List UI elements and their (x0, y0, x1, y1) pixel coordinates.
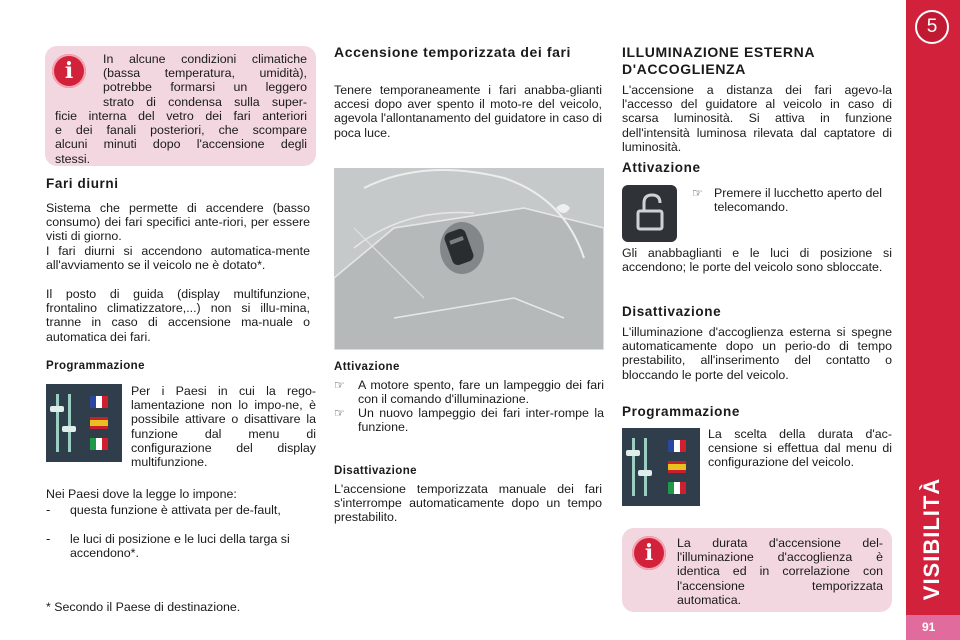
right-programmazione-heading: Programmazione (622, 404, 740, 419)
settings-sliders-flags-icon (622, 428, 700, 506)
settings-sliders-graphic (622, 428, 700, 506)
dash-bullet: - (46, 532, 51, 546)
dash-bullet: - (46, 503, 51, 517)
note-line: (bassa temperatura, umidità), (103, 66, 307, 81)
fari-diurni-p2: I fari diurni si accendono automatica-mente all'avviamento se il veicolo ne è dotato*. (46, 244, 310, 273)
attivazione-item-text: Un nuovo lampeggio dei fari inter-rompe la funzione. (358, 406, 604, 435)
right-attivazione-text: Gli anabbaglianti e le luci di posizione si accendono; le porte del veicolo sono sbloccate. (622, 246, 892, 275)
law-item (46, 532, 320, 560)
open-padlock-icon (622, 185, 677, 242)
arrow-bullet-icon: ☞ (334, 378, 345, 392)
middle-attivazione-item (334, 378, 604, 406)
note-line: potrebbe formarsi un leggero (103, 80, 307, 95)
law-item (46, 503, 310, 517)
fari-diurni-p3: Il posto di guida (display multifunzione, frontalino climatizzatore,...) non si illu-mina, tranne in caso di accensione ma-nuale o automatica dei fari. (46, 287, 310, 344)
lighting-stalk-illustration (334, 168, 604, 350)
note-line: alcuni minuti dopo l'accensione degli (55, 137, 307, 152)
accensione-temporizzata-intro: Tenere temporaneamente i fari anabba-glianti accesi dopo aver spento il moto-re del veicolo, agevola l'allontanamento del guidatore in caso di poca luce. (334, 83, 602, 140)
settings-sliders-graphic (46, 384, 122, 462)
right-disattivazione-text: L'illuminazione d'accoglienza esterna si spegne automaticamente dopo un perio-do di tempo prestabilito, all'inserimento del contatto o bloccando le porte del veicolo. (622, 325, 892, 382)
note-line: strato di condensa sulla super- (103, 94, 307, 109)
left-programmazione-heading: Programmazione (46, 360, 145, 372)
right-disattivazione-heading: Disattivazione (622, 304, 722, 319)
right-attivazione-item (692, 186, 892, 214)
duration-note-text: La durata d'accensione del-l'illuminazione d'accoglienza è identica ed in correlazione con l'accensione temporizzata automatica. (677, 536, 883, 607)
middle-disattivazione-text: L'accensione temporizzata manuale dei fari s'interrompe automaticamente dopo un tempo prestabilito. (334, 482, 602, 525)
illuminazione-accoglienza-heading: ILLUMINAZIONE ESTERNA D'ACCOGLIENZA (622, 44, 815, 77)
illuminazione-accoglienza-intro: L'accensione a distanza dei fari agevo-la l'accesso del guidatore al veicolo in caso di scarsa luminosità. Si attiva in funzione dell'intensità luminosa rilevata dal captatore di luminosità. (622, 83, 892, 154)
fari-diurni-heading: Fari diurni (46, 176, 119, 191)
chapter-number-badge: 5 (915, 10, 949, 44)
arrow-bullet-icon: ☞ (334, 406, 345, 420)
attivazione-item-text: A motore spento, fare un lampeggio dei fari con il comando d'illuminazione. (358, 378, 604, 407)
condensation-note-rest (55, 109, 307, 166)
note-line: In alcune condizioni climatiche (103, 52, 307, 66)
right-programmazione-text: La scelta della durata d'ac-censione si effettua dal menu di configurazione del veicolo. (708, 427, 892, 470)
law-item-text: questa funzione è attivata per de-fault, (70, 503, 281, 517)
dashboard-drawing (334, 168, 604, 350)
left-programmazione-text: Per i Paesi in cui la rego-lamentazione non lo impo-ne, è possibile attivare o disattivare la funzione dal menu di configurazione del display multifunzione. (131, 384, 316, 470)
settings-sliders-flags-icon (46, 384, 122, 462)
law-intro: Nei Paesi dove la legge lo impone: (46, 487, 237, 501)
padlock-graphic (622, 185, 677, 242)
fari-diurni-p1: Sistema che permette di accendere (basso consumo) dei fari specifici ante-riori, per essere visti di giorno. (46, 201, 310, 244)
info-icon: i (52, 54, 86, 88)
middle-attivazione-heading: Attivazione (334, 361, 400, 373)
law-item-text: le luci di posizione e le luci della targa si accendono*. (70, 532, 290, 561)
footnote: * Secondo il Paese di destinazione. (46, 600, 241, 614)
middle-disattivazione-heading: Disattivazione (334, 465, 417, 477)
arrow-bullet-icon: ☞ (692, 186, 703, 200)
note-line: ficie interna del vetro dei fari anteriori (55, 109, 307, 123)
info-icon: i (632, 536, 666, 570)
accensione-temporizzata-heading: Accensione temporizzata dei fari (334, 44, 572, 60)
page-number: 91 (922, 620, 936, 634)
note-line: e dei fanali posteriori, che scompare (55, 123, 307, 138)
right-attivazione-heading: Attivazione (622, 160, 701, 175)
chapter-title: VISIBILITÀ (919, 477, 944, 601)
attivazione-item-text: Premere il lucchetto aperto del telecomando. (714, 186, 883, 215)
note-line: stessi. (55, 151, 91, 166)
middle-attivazione-item (334, 406, 604, 434)
condensation-note-lines (103, 52, 307, 109)
